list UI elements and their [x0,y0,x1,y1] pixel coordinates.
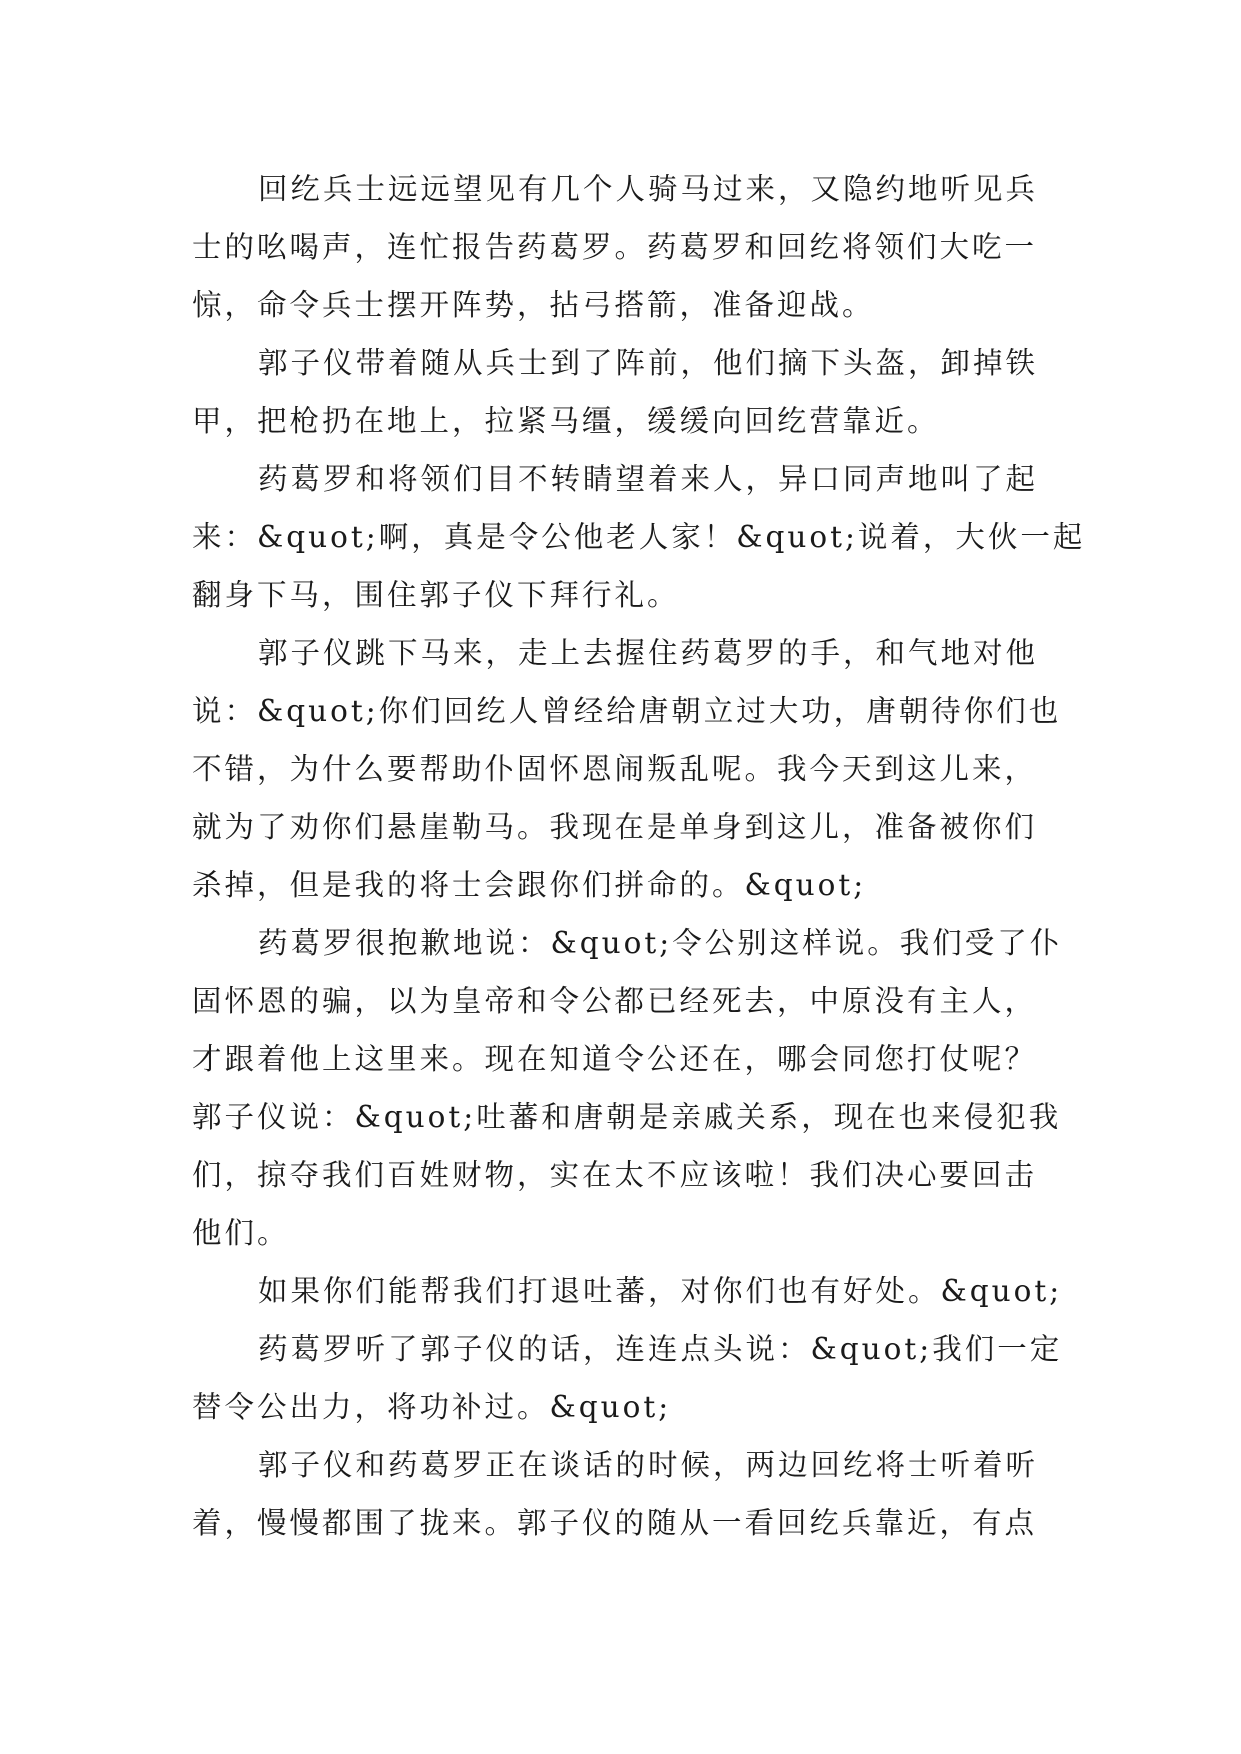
text-line: 才跟着他上这里来。现在知道令公还在，哪会同您打仗呢？ [192,1042,1038,1076]
text-line: 药葛罗很抱歉地说：&quot;令公别这样说。我们受了仆 [258,926,1063,960]
text-line: 回纥兵士远远望见有几个人骑马过来，又隐约地听见兵 [258,172,1039,206]
text-line: 杀掉，但是我的将士会跟你们拼命的。&quot; [192,868,867,902]
text-line: 们，掠夺我们百姓财物，实在太不应该啦！我们决心要回击 [192,1158,1038,1192]
text-line: 不错，为什么要帮助仆固怀恩闹叛乱呢。我今天到这儿来， [192,752,1038,786]
text-line: 如果你们能帮我们打退吐蕃，对你们也有好处。&quot; [258,1274,1063,1308]
text-line: 惊，命令兵士摆开阵势，拈弓搭箭，准备迎战。 [192,288,875,322]
text-line: 说：&quot;你们回纥人曾经给唐朝立过大功，唐朝待你们也 [192,694,1062,728]
text-line: 郭子仪和药葛罗正在谈话的时候，两边回纥将士听着听 [258,1448,1039,1482]
text-line: 郭子仪跳下马来，走上去握住药葛罗的手，和气地对他 [258,636,1039,670]
body-text [192,160,1086,1552]
text-line: 着，慢慢都围了拢来。郭子仪的随从一看回纥兵靠近，有点 [192,1506,1038,1540]
text-line: 甲，把枪扔在地上，拉紧马缰，缓缓向回纥营靠近。 [192,404,940,438]
text-line: 药葛罗听了郭子仪的话，连连点头说：&quot;我们一定 [258,1332,1063,1366]
text-line: 药葛罗和将领们目不转睛望着来人，异口同声地叫了起 [258,462,1039,496]
text-line: 郭子仪带着随从兵士到了阵前，他们摘下头盔，卸掉铁 [258,346,1039,380]
text-line: 士的吆喝声，连忙报告药葛罗。药葛罗和回纥将领们大吃一 [192,230,1038,264]
text-line: 替令公出力，将功补过。&quot; [192,1390,672,1424]
text-line: 就为了劝你们悬崖勒马。我现在是单身到这儿，准备被你们 [192,810,1038,844]
text-line: 翻身下马，围住郭子仪下拜行礼。 [192,578,680,612]
text-line: 他们。 [192,1216,290,1250]
text-line: 郭子仪说：&quot;吐蕃和唐朝是亲戚关系，现在也来侵犯我 [192,1100,1062,1134]
text-line: 固怀恩的骗，以为皇帝和令公都已经死去，中原没有主人， [192,984,1038,1018]
text-line: 来：&quot;啊，真是令公他老人家！&quot;说着，大伙一起 [192,520,1086,554]
